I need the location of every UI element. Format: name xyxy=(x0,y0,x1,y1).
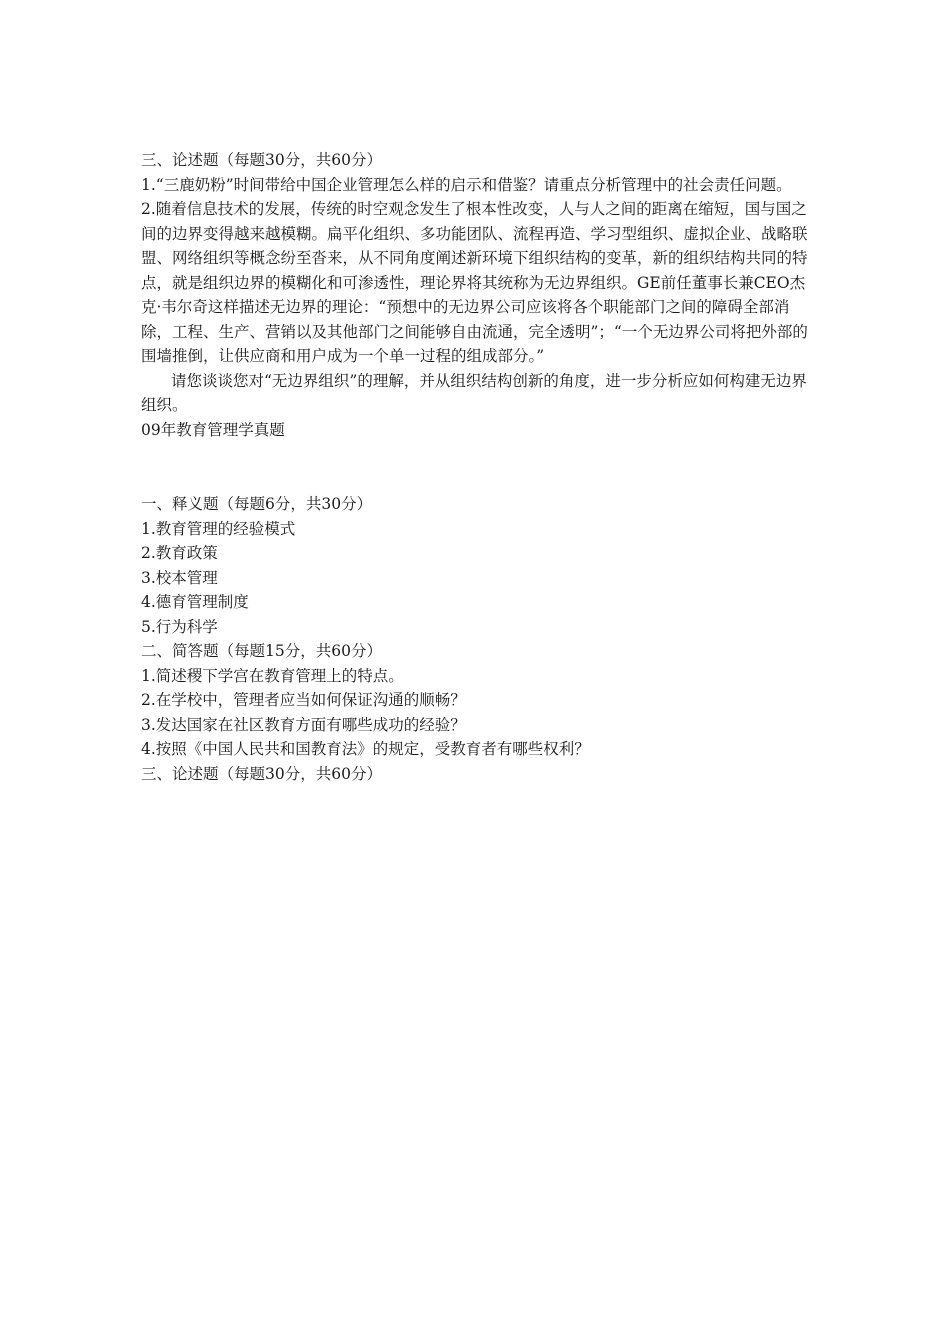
short-answer-item: 1.简述稷下学宫在教育管理上的特点。 xyxy=(141,666,404,685)
definition-item: 5.行为科学 xyxy=(141,617,218,636)
definition-item: 2.教育政策 xyxy=(141,544,218,562)
short-answer-item: 3.发达国家在社区教育方面有哪些成功的经验？ xyxy=(141,715,466,734)
essay-question-1: 1.“三鹿奶粉”时间带给中国企业管理怎么样的启示和借鉴？请重点分析管理中的社会责任问题。 xyxy=(141,175,792,194)
short-answer-item: 4.按照《中国人民共和国教育法》的规定，受教育者有哪些权利？ xyxy=(141,740,590,758)
spacer xyxy=(141,442,813,492)
section-heading-essay: 三、论述题（每题30分，共60分） xyxy=(141,151,382,169)
section-heading-definitions: 一、释义题（每题6分，共30分） xyxy=(141,495,373,513)
definition-item: 4.德育管理制度 xyxy=(141,593,249,611)
section-heading-short-answer: 二、简答题（每题15分，共60分） xyxy=(141,642,382,660)
definition-item: 3.校本管理 xyxy=(141,568,218,587)
short-answer-item: 2.在学校中，管理者应当如何保证沟通的顺畅？ xyxy=(141,691,466,709)
exam-title: 09年教育管理学真题 xyxy=(141,420,285,439)
definition-item: 1.教育管理的经验模式 xyxy=(141,519,296,538)
document-page xyxy=(141,148,813,786)
section-heading-essay-2: 三、论述题（每题30分，共60分） xyxy=(141,764,382,783)
essay-question-2: 2.随着信息技术的发展，传统的时空观念发生了根本性改变，人与人之间的距离在缩短，国与国之间的边界变得越来越模糊。扁平化组织、多功能团队、流程再造、学习型组织、虚拟企业、战略联盟、网络组织等概念纷至沓来，从不同角度阐述新环境下组织结构的变革，新的组织结构共同的特点，就是组织边界的模糊化和可渗透性，理论界将其统称为无边界组织。GE前任董事长兼CEO杰克·韦尔奇这样描述无边界的理论：“预想中的无边界公司应该将各个职能部门之间的障碍全部消除，工程、生产、营销以及其他部门之间能够自由流通，完全透明”；“一个无边界公司将把外部的围墙推倒，让供应商和用户成为一个单一过程的组成部分。” xyxy=(141,200,808,365)
essay-question-2-prompt: 请您谈谈您对“无边界组织”的理解，并从组织结构创新的角度，进一步分析应如何构建无边界组织。 xyxy=(141,371,807,414)
